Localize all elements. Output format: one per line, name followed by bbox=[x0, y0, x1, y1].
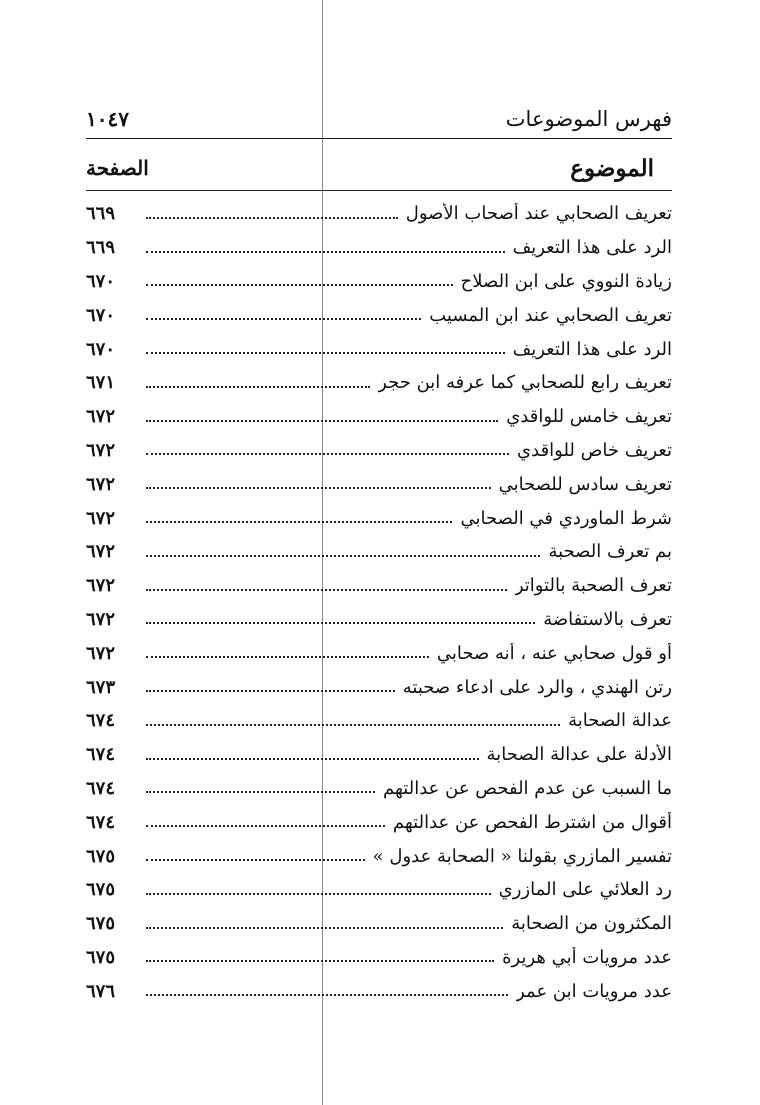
toc-entry bbox=[86, 636, 672, 670]
toc-entry-page: ٦٧٢ bbox=[86, 507, 116, 529]
toc-entry-page: ٦٧٥ bbox=[86, 946, 116, 968]
dot-leader bbox=[146, 656, 429, 658]
toc-entry-page: ٦٧١ bbox=[86, 372, 116, 394]
toc-entry bbox=[86, 907, 672, 941]
toc-entry bbox=[86, 772, 672, 806]
toc-entry-page: ٦٧٢ bbox=[86, 406, 116, 428]
toc-entry-page: ٦٧٢ bbox=[86, 608, 116, 630]
toc-entry-page: ٦٧٤ bbox=[86, 811, 116, 833]
toc-entry bbox=[86, 298, 672, 332]
toc-entry-title: تعريف سادس للصحابي bbox=[498, 473, 672, 495]
topic-column-heading: الموضوع bbox=[570, 154, 654, 182]
running-title: فهرس الموضوعات bbox=[505, 107, 672, 131]
dot-leader bbox=[146, 589, 507, 591]
toc-entry-title: تعريف خاص للواقدي bbox=[517, 439, 672, 461]
toc-entry-page: ٦٧٥ bbox=[86, 879, 116, 901]
toc-entry-page: ٦٧٠ bbox=[86, 270, 116, 292]
dot-leader bbox=[146, 420, 498, 422]
column-headings bbox=[86, 150, 672, 186]
toc-entry-page: ٦٧٣ bbox=[86, 676, 116, 698]
toc-entry-title: المكثرون من الصحابة bbox=[511, 913, 672, 935]
toc-entry-title: الأدلة على عدالة الصحابة bbox=[486, 744, 672, 766]
toc-entry bbox=[86, 265, 672, 299]
toc-entry bbox=[86, 467, 672, 501]
toc-entry bbox=[86, 873, 672, 907]
dot-leader bbox=[146, 352, 505, 354]
dot-leader bbox=[146, 791, 375, 793]
dot-leader bbox=[146, 318, 421, 320]
dot-leader bbox=[146, 386, 370, 388]
toc-entry bbox=[86, 974, 672, 1008]
toc-entry-page: ٦٧٢ bbox=[86, 439, 116, 461]
toc-entry-title: تعرف بالاستفاضة bbox=[543, 608, 672, 630]
toc-entry-title: رد العلائي على المازري bbox=[498, 879, 672, 901]
toc-entry-page: ٦٧٥ bbox=[86, 913, 116, 935]
toc-entry-title: تفسير المازري بقولنا « الصحابة عدول » bbox=[372, 845, 672, 867]
dot-leader bbox=[146, 284, 453, 286]
toc-entry-title: تعريف خامس للواقدي bbox=[506, 406, 672, 428]
toc-entry-title: أقوال من اشترط الفحص عن عدالتهم bbox=[392, 811, 672, 833]
toc-entry bbox=[86, 400, 672, 434]
toc-entry-title: تعرف الصحبة بالتواتر bbox=[514, 575, 672, 597]
toc-entry-title: بم تعرف الصحبة bbox=[548, 541, 672, 563]
toc-entry bbox=[86, 839, 672, 873]
dot-leader bbox=[146, 825, 385, 827]
toc-entry bbox=[86, 231, 672, 265]
toc-entry-title: زيادة النووي على ابن الصلاح bbox=[460, 270, 672, 292]
toc-entry-page: ٦٧٦ bbox=[86, 980, 116, 1002]
header-rule bbox=[86, 138, 672, 139]
toc-entry-page: ٦٧٢ bbox=[86, 541, 116, 563]
toc-entry bbox=[86, 941, 672, 975]
dot-leader bbox=[146, 758, 479, 760]
dot-leader bbox=[146, 251, 505, 253]
dot-leader bbox=[146, 994, 508, 996]
dot-leader bbox=[146, 217, 398, 219]
dot-leader bbox=[146, 960, 494, 962]
toc-entry bbox=[86, 569, 672, 603]
toc-entry-page: ٦٧٤ bbox=[86, 777, 116, 799]
dot-leader bbox=[146, 622, 535, 624]
dot-leader bbox=[146, 690, 395, 692]
toc-entry-title: أو قول صحابي عنه ، أنه صحابي bbox=[436, 642, 672, 664]
toc-entry-page: ٦٧٥ bbox=[86, 845, 116, 867]
toc-entry bbox=[86, 704, 672, 738]
toc-entry bbox=[86, 434, 672, 468]
toc-entry bbox=[86, 535, 672, 569]
toc-entry-title: عدالة الصحابة bbox=[568, 710, 672, 732]
toc-entry-title: تعريف رابع للصحابي كما عرفه ابن حجر bbox=[378, 372, 672, 394]
toc-entry-title: تعريف الصحابي عند أصحاب الأصول bbox=[405, 203, 672, 225]
toc-entry bbox=[86, 197, 672, 231]
dot-leader bbox=[146, 859, 365, 861]
page-column-heading: الصفحة bbox=[86, 156, 149, 180]
toc-entry-title: عدد مرويات أبي هريرة bbox=[502, 946, 672, 968]
toc-entry bbox=[86, 805, 672, 839]
toc-entry-title: الرد على هذا التعريف bbox=[512, 237, 672, 259]
toc-entry-title: ما السبب عن عدم الفحص عن عدالتهم bbox=[383, 777, 672, 799]
dot-leader bbox=[146, 521, 452, 523]
toc-list bbox=[86, 197, 672, 1008]
toc-entry-page: ٦٧٢ bbox=[86, 642, 116, 664]
running-header bbox=[86, 102, 672, 136]
toc-entry-title: رتن الهندي ، والرد على ادعاء صحبته bbox=[402, 676, 672, 698]
toc-entry-page: ٦٧٢ bbox=[86, 473, 116, 495]
toc-entry bbox=[86, 670, 672, 704]
dot-leader bbox=[146, 487, 491, 489]
toc-entry-title: عدد مرويات ابن عمر bbox=[516, 980, 672, 1002]
column-heading-rule bbox=[86, 190, 672, 191]
dot-leader bbox=[146, 927, 503, 929]
dot-leader bbox=[146, 555, 540, 557]
toc-entry bbox=[86, 738, 672, 772]
page-number: ١٠٤٧ bbox=[86, 107, 129, 131]
toc-entry bbox=[86, 332, 672, 366]
toc-entry-page: ٦٧٤ bbox=[86, 710, 116, 732]
toc-entry bbox=[86, 501, 672, 535]
dot-leader bbox=[146, 724, 560, 726]
toc-entry-page: ٦٧٤ bbox=[86, 744, 116, 766]
toc-entry-page: ٦٧٠ bbox=[86, 338, 116, 360]
dot-leader bbox=[146, 453, 509, 455]
toc-entry bbox=[86, 366, 672, 400]
toc-entry-page: ٦٧٢ bbox=[86, 575, 116, 597]
toc-entry-title: الرد على هذا التعريف bbox=[512, 338, 672, 360]
toc-entry-title: شرط الماوردي في الصحابي bbox=[460, 507, 672, 529]
toc-entry-title: تعريف الصحابي عند ابن المسيب bbox=[429, 304, 672, 326]
toc-entry-page: ٦٦٩ bbox=[86, 237, 116, 259]
dot-leader bbox=[146, 893, 491, 895]
toc-entry-page: ٦٦٩ bbox=[86, 203, 116, 225]
toc-entry bbox=[86, 603, 672, 637]
toc-entry-page: ٦٧٠ bbox=[86, 304, 116, 326]
